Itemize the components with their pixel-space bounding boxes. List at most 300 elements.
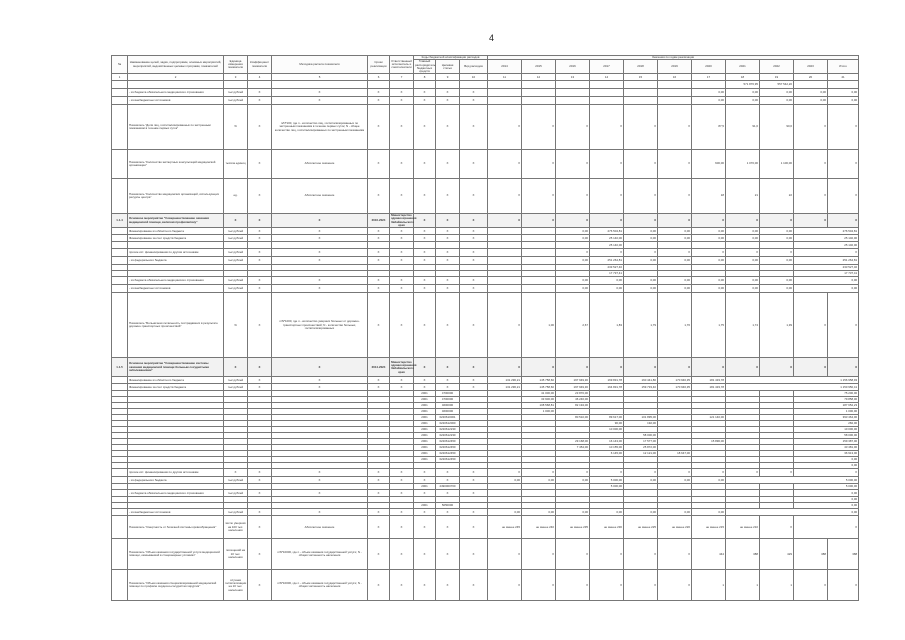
table-cell: 0,00 bbox=[692, 89, 726, 97]
table-cell: X bbox=[460, 249, 488, 257]
table-cell: % bbox=[224, 105, 248, 150]
table-cell bbox=[112, 235, 128, 242]
table-cell: не менее 245 bbox=[488, 516, 522, 539]
table-cell bbox=[828, 81, 859, 89]
table-cell: 2014-2024 bbox=[368, 358, 390, 377]
table-cell bbox=[624, 97, 658, 105]
table-cell: X bbox=[272, 509, 368, 516]
table-cell bbox=[794, 81, 828, 89]
table-cell: X bbox=[368, 384, 390, 391]
table-cell: не менее 210 bbox=[726, 516, 760, 539]
table-cell bbox=[760, 490, 794, 497]
table-row bbox=[112, 377, 859, 384]
table-cell: 7 454,00 bbox=[556, 445, 590, 451]
table-cell: X bbox=[556, 249, 590, 257]
table-cell: X bbox=[590, 150, 624, 179]
table-cell bbox=[224, 242, 248, 249]
table-cell: X bbox=[460, 490, 488, 497]
header-num: № bbox=[112, 56, 128, 74]
table-cell: 58 000,00 bbox=[624, 433, 658, 439]
table-cell: X bbox=[436, 539, 460, 570]
table-cell: 0,00 bbox=[522, 509, 556, 516]
table-cell: X bbox=[488, 570, 522, 601]
table-cell: X bbox=[414, 249, 436, 257]
table-cell: 17 737,41 bbox=[590, 271, 624, 277]
table-cell: 1,39 bbox=[760, 293, 794, 358]
table-cell: 0,00 bbox=[828, 89, 859, 97]
table-cell: тыс.рублей bbox=[224, 384, 248, 391]
table-row bbox=[112, 179, 859, 214]
table-cell bbox=[112, 469, 128, 477]
table-cell: X bbox=[368, 97, 390, 105]
table-cell: 0,00 bbox=[828, 97, 859, 105]
table-cell: 251 264,81 bbox=[590, 257, 624, 265]
table-cell bbox=[556, 89, 590, 97]
table-cell: X bbox=[828, 293, 859, 358]
header-name: Наименование целей, задач, подпрограмм, основных мероприятий, мероприятий, ведомственных целевых программ, показателей bbox=[128, 56, 224, 74]
table-cell bbox=[556, 242, 590, 249]
table-cell: X bbox=[390, 539, 414, 570]
table-cell: не менее 225 bbox=[624, 516, 658, 539]
table-cell: 41 000,00 bbox=[522, 391, 556, 397]
table-cell: X bbox=[368, 150, 390, 179]
table-cell: 159 733,40 bbox=[624, 384, 658, 391]
table-cell: X bbox=[414, 477, 436, 484]
table-cell: 0,00 bbox=[726, 228, 760, 235]
table-cell: X bbox=[460, 235, 488, 242]
table-cell: 1 000,00 bbox=[522, 409, 556, 415]
table-cell: ед. bbox=[224, 179, 248, 214]
table-cell: X bbox=[248, 179, 272, 214]
table-cell: X bbox=[556, 105, 590, 150]
table-cell: 388 bbox=[828, 539, 859, 570]
table-cell: X bbox=[658, 358, 692, 377]
table-cell: X bbox=[488, 179, 522, 214]
column-number-cell: 19 bbox=[760, 74, 794, 81]
table-cell: 4700000 bbox=[436, 391, 460, 397]
table-cell: X bbox=[248, 97, 272, 105]
table-cell: 5 000,00 bbox=[590, 484, 624, 490]
table-cell: 181 433,78 bbox=[692, 384, 726, 391]
table-cell: 2001 bbox=[414, 503, 436, 509]
table-cell: X bbox=[248, 377, 272, 384]
table-cell: X bbox=[460, 293, 488, 358]
table-cell: X bbox=[248, 277, 272, 285]
table-cell: X bbox=[658, 469, 692, 477]
table-cell: X bbox=[590, 539, 624, 570]
column-number-cell: 7 bbox=[390, 74, 414, 81]
table-cell: X bbox=[272, 277, 368, 285]
table-cell: X bbox=[658, 150, 692, 179]
header-method: Методика расчета показателя bbox=[272, 56, 368, 74]
table-cell: X bbox=[414, 257, 436, 265]
table-cell: 444 bbox=[692, 539, 726, 570]
column-number-cell: 6 bbox=[368, 74, 390, 81]
table-cell: 0,00 bbox=[556, 228, 590, 235]
table-cell bbox=[556, 490, 590, 497]
table-cell: X bbox=[436, 249, 460, 257]
table-cell bbox=[522, 277, 556, 285]
table-cell: X bbox=[390, 477, 414, 484]
table-cell: 4600000 bbox=[436, 409, 460, 415]
table-cell: X bbox=[460, 469, 488, 477]
table-cell: 0,00 bbox=[624, 228, 658, 235]
table-cell: X bbox=[414, 293, 436, 358]
table-row bbox=[112, 235, 859, 242]
table-cell bbox=[658, 242, 692, 249]
table-cell: X bbox=[760, 358, 794, 377]
table-cell bbox=[522, 242, 556, 249]
table-cell: - из бюджета обязательного медицинского страхования bbox=[128, 490, 224, 497]
table-cell: X bbox=[248, 358, 272, 377]
table-cell: 0,00 bbox=[590, 277, 624, 285]
table-cell: X bbox=[248, 214, 272, 228]
program-table-sheet bbox=[111, 55, 858, 630]
table-cell bbox=[112, 509, 128, 516]
table-cell: 2001 bbox=[414, 409, 436, 415]
table-cell: 23 870,00 bbox=[556, 391, 590, 397]
table-cell: 75 200,00 bbox=[794, 391, 859, 397]
table-cell bbox=[368, 81, 390, 89]
table-cell: X bbox=[460, 570, 488, 601]
table-cell: X bbox=[368, 228, 390, 235]
table-cell: тыс.рублей bbox=[224, 509, 248, 516]
table-cell: X bbox=[390, 249, 414, 257]
table-cell: 0,00 bbox=[624, 285, 658, 293]
table-cell bbox=[248, 81, 272, 89]
table-cell: 0,00 bbox=[760, 285, 794, 293]
table-cell bbox=[112, 477, 128, 484]
table-cell: n/N*1000, где n - количество умерших больных от дорожно-транспортных происшествий; N - количество больных, госпитализированных bbox=[272, 293, 368, 358]
table-cell: X bbox=[460, 477, 488, 484]
table-cell: Основное мероприятие "Совершенствование оказания медицинской помощи, включая профилактику" bbox=[128, 214, 224, 228]
table-cell: тыс.рублей bbox=[224, 377, 248, 384]
table-cell: 388 bbox=[726, 539, 760, 570]
table-cell bbox=[112, 277, 128, 285]
table-cell: X bbox=[414, 358, 436, 377]
table-cell: 2001 bbox=[414, 427, 436, 433]
table-cell: X bbox=[368, 570, 390, 601]
table-cell: X bbox=[522, 179, 556, 214]
table-cell bbox=[112, 257, 128, 265]
table-cell bbox=[590, 490, 624, 497]
table-cell: 2016-2024 bbox=[368, 214, 390, 228]
table-cell: 4600000 bbox=[436, 403, 460, 409]
table-cell: X bbox=[794, 150, 828, 179]
table-cell: 0,00 bbox=[590, 285, 624, 293]
table-cell: 12 121,00 bbox=[624, 451, 658, 457]
table-cell bbox=[128, 242, 224, 249]
table-cell: X bbox=[436, 570, 460, 601]
table-cell: X bbox=[272, 285, 368, 293]
table-cell bbox=[522, 285, 556, 293]
table-cell: X bbox=[272, 235, 368, 242]
table-cell: X bbox=[488, 150, 522, 179]
table-cell: 0,00 bbox=[556, 509, 590, 516]
table-cell bbox=[488, 285, 522, 293]
header-year: 2019 bbox=[658, 60, 692, 74]
table-row bbox=[112, 570, 859, 601]
table-cell: X bbox=[272, 257, 368, 265]
table-cell: X bbox=[414, 277, 436, 285]
table-cell: X bbox=[368, 105, 390, 150]
table-cell bbox=[368, 242, 390, 249]
table-cell: X bbox=[224, 358, 248, 377]
table-cell bbox=[590, 97, 624, 105]
table-cell: X bbox=[224, 469, 248, 477]
table-cell: 5 000,00 bbox=[726, 477, 859, 484]
table-cell bbox=[488, 490, 522, 497]
table-cell: X bbox=[436, 516, 460, 539]
table-cell: 0,00 bbox=[624, 257, 658, 265]
table-cell: Министерство здравоохранения Забайкальского края bbox=[390, 358, 414, 377]
table-cell: X bbox=[390, 277, 414, 285]
table-cell bbox=[112, 570, 128, 601]
table-cell: 2001 bbox=[414, 433, 436, 439]
table-cell: Показатель "Смертность от болезней системы кровообращения" bbox=[128, 516, 224, 539]
table-cell: X bbox=[436, 179, 460, 214]
table-cell: X bbox=[368, 509, 390, 516]
table-cell: 0,00 bbox=[692, 235, 726, 242]
table-row bbox=[112, 539, 859, 570]
table-cell: 0,00 bbox=[488, 477, 522, 484]
table-cell bbox=[272, 81, 368, 89]
table-cell bbox=[658, 490, 692, 497]
table-cell: 33 900,00 bbox=[522, 397, 556, 403]
table-cell: Финансирование за счет средств бюджета bbox=[128, 384, 224, 391]
table-cell: тысяча единиц bbox=[224, 150, 248, 179]
table-cell: тыс.рублей bbox=[224, 249, 248, 257]
table-cell: X bbox=[760, 214, 794, 228]
table-cell bbox=[112, 242, 128, 249]
table-cell bbox=[112, 81, 128, 89]
table-cell: 0,00 bbox=[624, 477, 658, 484]
table-cell: Показатель "Количество медицинских организаций, использующих ресурсы центра" bbox=[128, 179, 224, 214]
table-cell bbox=[112, 89, 128, 97]
table-cell bbox=[658, 97, 692, 105]
table-cell: - из бюджета обязательного медицинского страхования bbox=[128, 277, 224, 285]
table-row bbox=[112, 277, 859, 285]
table-cell bbox=[726, 242, 760, 249]
table-cell bbox=[488, 81, 522, 89]
table-cell: X bbox=[368, 539, 390, 570]
table-cell bbox=[522, 235, 556, 242]
table-cell: 0,00 bbox=[556, 277, 590, 285]
table-cell: X bbox=[368, 89, 390, 97]
table-cell: X bbox=[726, 358, 760, 377]
column-number-cell: 15 bbox=[624, 74, 658, 81]
table-cell bbox=[488, 235, 522, 242]
table-row bbox=[112, 257, 859, 265]
table-cell: X bbox=[414, 490, 436, 497]
header-unit: Единица измерения показателя bbox=[224, 56, 248, 74]
table-cell: X bbox=[414, 89, 436, 97]
table-cell: X bbox=[272, 97, 368, 105]
table-cell: тыс.рублей bbox=[224, 235, 248, 242]
column-number-cell: 9 bbox=[436, 74, 460, 81]
table-cell: 0,00 bbox=[726, 277, 760, 285]
table-cell: X bbox=[794, 570, 828, 601]
table-cell: X bbox=[624, 214, 658, 228]
table-cell: 145 758,60 bbox=[522, 377, 556, 384]
table-cell: 5 000,00 bbox=[590, 477, 624, 484]
table-cell: 1,75 bbox=[692, 293, 726, 358]
table-cell: X bbox=[390, 235, 414, 242]
table-cell: X bbox=[460, 228, 488, 235]
table-cell: X bbox=[272, 89, 368, 97]
table-cell: 80 510,00 bbox=[556, 415, 590, 421]
table-cell: X bbox=[248, 105, 272, 150]
table-row bbox=[112, 384, 859, 391]
table-cell: X bbox=[794, 358, 828, 377]
table-cell: X bbox=[414, 179, 436, 214]
table-cell: 276 504,81 bbox=[590, 228, 624, 235]
table-cell: X bbox=[272, 477, 368, 484]
table-cell: X bbox=[390, 228, 414, 235]
table-cell: 108 568,81 bbox=[522, 403, 556, 409]
column-number-cell: 16 bbox=[658, 74, 692, 81]
table-cell: не менее 230 bbox=[590, 516, 624, 539]
table-cell bbox=[460, 81, 488, 89]
table-cell: 90,6 bbox=[760, 105, 794, 150]
table-cell: X bbox=[272, 358, 368, 377]
table-cell: 36 913,00 bbox=[794, 451, 859, 457]
column-number-cell: 18 bbox=[726, 74, 760, 81]
table-cell: 0,00 bbox=[658, 228, 692, 235]
table-cell: 557 542,20 bbox=[760, 81, 794, 89]
table-cell: 197 949,30 bbox=[556, 384, 590, 391]
table-cell: 571 876,95 bbox=[726, 81, 760, 89]
table-cell: тыс.рублей bbox=[224, 477, 248, 484]
table-cell: 276 504,81 bbox=[794, 228, 859, 235]
table-cell: X bbox=[248, 285, 272, 293]
table-cell: Финансирование за счет средств бюджета bbox=[128, 235, 224, 242]
table-cell: X bbox=[436, 105, 460, 150]
table-cell: X bbox=[390, 285, 414, 293]
table-cell: X bbox=[460, 150, 488, 179]
table-cell: 429 bbox=[760, 539, 794, 570]
table-cell: 197 949,30 bbox=[556, 377, 590, 384]
table-cell bbox=[658, 81, 692, 89]
table-cell: X bbox=[272, 490, 368, 497]
table-cell: 0,00 bbox=[794, 89, 828, 97]
table-cell: 0,00 bbox=[692, 228, 726, 235]
table-cell: X bbox=[460, 214, 488, 228]
table-cell: X bbox=[248, 384, 272, 391]
table-cell: 4700000 bbox=[436, 397, 460, 403]
table-cell: X bbox=[794, 249, 859, 257]
table-cell bbox=[112, 285, 128, 293]
table-cell bbox=[112, 228, 128, 235]
table-cell: 0,00 bbox=[726, 257, 760, 265]
column-number-cell: 5 bbox=[272, 74, 368, 81]
table-cell: X bbox=[460, 377, 488, 384]
table-cell: 192,00 bbox=[624, 421, 658, 427]
table-row bbox=[112, 477, 859, 484]
table-cell: 90,00 bbox=[590, 421, 624, 427]
table-cell bbox=[658, 89, 692, 97]
table-cell: 0,00 bbox=[658, 509, 692, 516]
table-cell: 121 140,00 bbox=[692, 415, 726, 421]
header-csr: Целевая статья bbox=[436, 60, 460, 74]
header-budget-codes: Коды бюджетной классификации расходов bbox=[414, 56, 488, 60]
table-cell bbox=[522, 89, 556, 97]
table-cell: X bbox=[460, 358, 488, 377]
table-cell: X bbox=[248, 477, 272, 484]
table-cell bbox=[556, 81, 590, 89]
table-row bbox=[112, 242, 859, 249]
table-cell: X bbox=[522, 570, 556, 601]
table-cell: 0,00 bbox=[624, 277, 658, 285]
table-cell: 0,00 bbox=[760, 89, 794, 97]
table-cell bbox=[112, 490, 128, 497]
table-cell: 1 156 958,93 bbox=[726, 377, 859, 384]
table-cell: 5 000,00 bbox=[794, 484, 859, 490]
table-cell: X bbox=[414, 377, 436, 384]
table-cell bbox=[624, 242, 658, 249]
table-cell: 1 070,00 bbox=[726, 150, 760, 179]
table-cell bbox=[112, 97, 128, 105]
header-year: 2020 bbox=[692, 60, 726, 74]
table-cell: X bbox=[368, 469, 390, 477]
table-cell: 15 896,00 bbox=[692, 439, 726, 445]
table-row bbox=[112, 249, 859, 257]
table-cell: X bbox=[522, 539, 556, 570]
table-cell: 0,00 bbox=[692, 257, 726, 265]
table-cell bbox=[390, 242, 414, 249]
table-cell: Абсолютное значение bbox=[272, 179, 368, 214]
table-cell: X bbox=[414, 539, 436, 570]
table-cell: 1 150 950,41 bbox=[726, 384, 859, 391]
table-cell: X bbox=[248, 516, 272, 539]
table-cell: X bbox=[436, 214, 460, 228]
table-cell bbox=[522, 228, 556, 235]
table-cell: 1,74 bbox=[726, 293, 760, 358]
table-cell: тыс.рублей bbox=[224, 490, 248, 497]
table-cell: Финансирование из областного бюджета bbox=[128, 228, 224, 235]
table-cell: 0220612230 bbox=[436, 427, 460, 433]
table-cell: X bbox=[368, 516, 390, 539]
table-cell: 2001 bbox=[414, 403, 436, 409]
table-cell: X bbox=[390, 516, 414, 539]
column-number-cell: 13 bbox=[556, 74, 590, 81]
table-cell: X bbox=[368, 490, 390, 497]
table-cell: 25 140,00 bbox=[794, 235, 859, 242]
table-cell: не менее 240 bbox=[522, 516, 556, 539]
table-cell: X bbox=[658, 539, 692, 570]
table-cell: X bbox=[556, 539, 590, 570]
table-cell: X bbox=[692, 469, 726, 477]
table-cell: X bbox=[414, 516, 436, 539]
table-cell: Основное мероприятие "Совершенствование системы оказания медицинской помощи больным сосудистыми заболеваниями" bbox=[128, 358, 224, 377]
table-cell: - из бюджета обязательного медицинского страхования bbox=[128, 89, 224, 97]
table-cell: X bbox=[436, 469, 460, 477]
table-cell: 87,5 bbox=[692, 105, 726, 150]
table-cell: X bbox=[460, 179, 488, 214]
table-cell: X bbox=[414, 150, 436, 179]
table-cell: не менее 215 bbox=[692, 516, 726, 539]
table-cell: X bbox=[248, 257, 272, 265]
table-cell: X bbox=[368, 477, 390, 484]
table-cell bbox=[112, 249, 128, 257]
table-cell: 58 000,00 bbox=[794, 433, 859, 439]
table-cell: 388 bbox=[794, 539, 828, 570]
table-cell bbox=[726, 490, 760, 497]
table-cell: 0,00 bbox=[692, 277, 726, 285]
table-cell: X bbox=[436, 97, 460, 105]
table-cell: X bbox=[368, 249, 390, 257]
table-cell: 2001 bbox=[414, 445, 436, 451]
